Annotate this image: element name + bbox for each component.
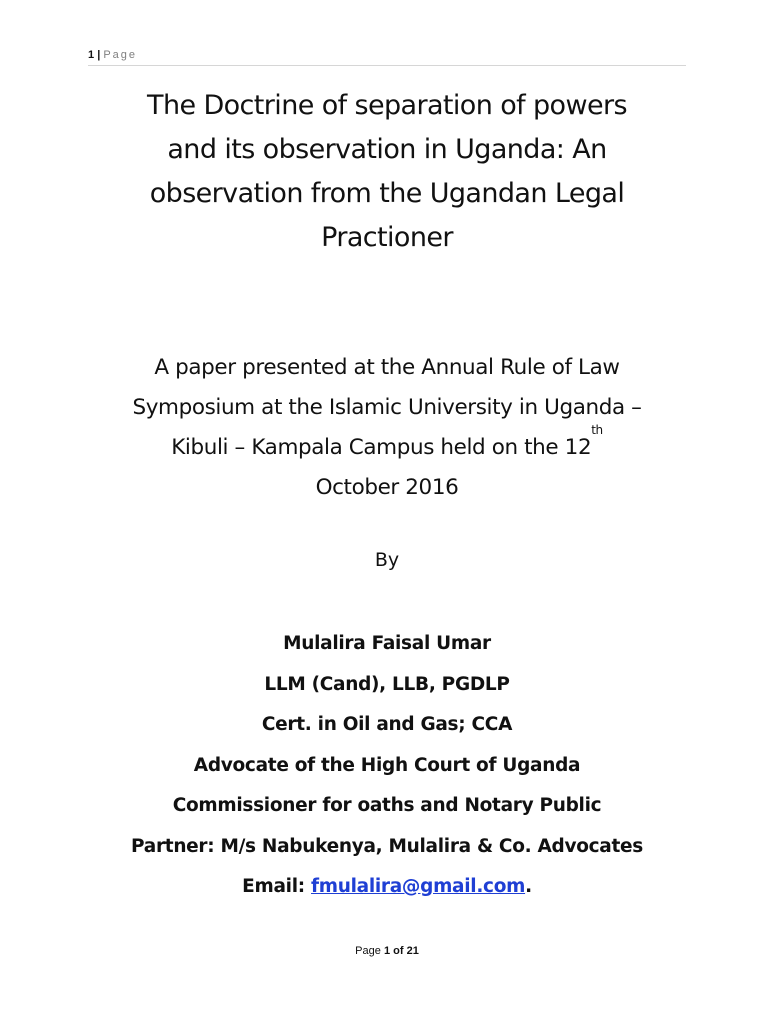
author-block <box>84 624 690 908</box>
author-degrees: LLM (Cand), LLB, PGDLP <box>264 673 510 695</box>
title-line: Practioner <box>321 222 453 253</box>
header-separator: | <box>97 49 101 61</box>
email-label: Email: <box>242 876 305 897</box>
author-certification: Cert. in Oil and Gas; CCA <box>261 714 513 735</box>
presentation-note <box>84 348 690 508</box>
ordinal-suffix: th <box>591 423 603 437</box>
email-link[interactable]: fmulalira@gmail.com <box>311 876 526 897</box>
author-partner: Partner: M/s Nabukenya, Mulalira & Co. Advocates <box>131 835 643 857</box>
by-label: By <box>374 549 400 571</box>
document-title <box>84 84 690 260</box>
author-name: Mulalira Faisal Umar <box>283 633 491 654</box>
author-role-advocate: Advocate of the High Court of Uganda <box>193 754 581 776</box>
subtitle-line: October 2016 <box>315 475 459 500</box>
author-email-line <box>84 867 690 908</box>
header-page-word: Page <box>103 49 138 61</box>
footer-current-page: 1 <box>383 945 391 957</box>
page-header <box>88 46 686 66</box>
subtitle-line <box>84 423 690 468</box>
title-line: and its observation in Uganda: An <box>167 134 607 165</box>
subtitle-line: A paper presented at the Annual Rule of Law <box>154 355 620 380</box>
footer-total-pages: 21 <box>406 945 419 957</box>
title-line: observation from the Ugandan Legal <box>149 178 625 209</box>
title-line: The Doctrine of separation of powers <box>147 90 627 121</box>
subtitle-line: Symposium at the Islamic University in Uganda – <box>132 395 642 420</box>
footer-of-label: of <box>393 945 404 957</box>
page-footer <box>84 942 690 960</box>
author-role-commissioner: Commissioner for oaths and Notary Public <box>172 795 602 816</box>
email-trailing-period: . <box>525 876 532 897</box>
subtitle-line-text: Kibuli – Kampala Campus held on the 12 <box>171 435 592 460</box>
footer-page-label: Page <box>355 945 381 957</box>
header-page-number: 1 <box>88 49 95 61</box>
